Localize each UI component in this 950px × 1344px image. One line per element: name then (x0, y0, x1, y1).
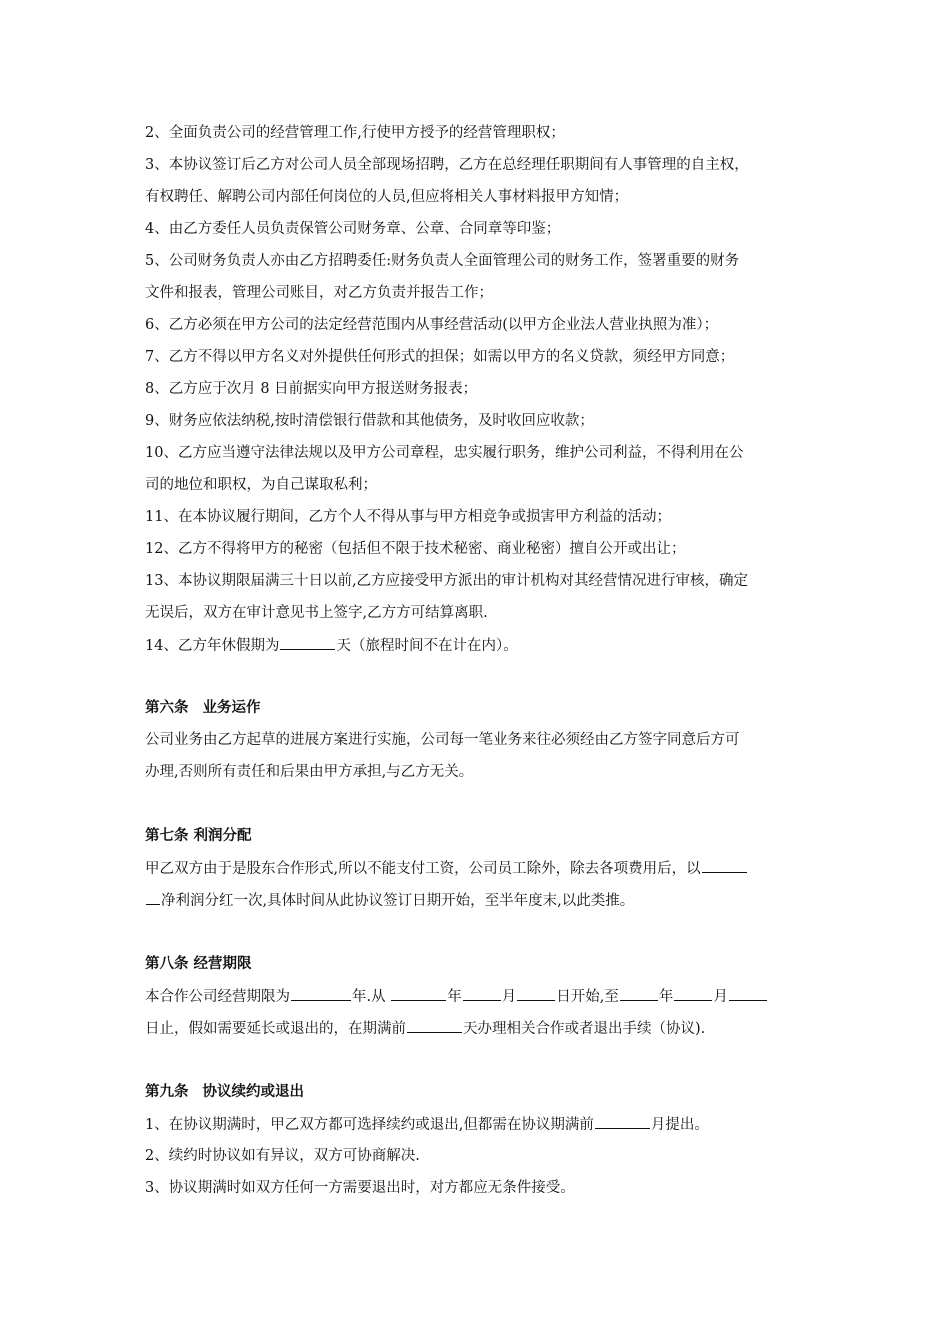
clause-13-line-2: 无误后，双方在审计意见书上签字,乙方方可结算离职. (145, 605, 488, 621)
notice-months-blank[interactable] (595, 1114, 650, 1129)
end-year-blank[interactable] (620, 986, 658, 1001)
term-years-blank[interactable] (291, 986, 351, 1001)
article-8-line-2 (145, 1018, 815, 1039)
article-9-item-1 (145, 1114, 815, 1135)
article-8-text-c: 年 (447, 989, 462, 1005)
article-8-text-i: 天办理相关合作或者退出手续（协议). (463, 1021, 706, 1037)
article-6-line-2: 办理,否则所有责任和后果由甲方承担,与乙方无关。 (145, 764, 474, 780)
article-8-text-e: 日开始,至 (556, 989, 619, 1005)
article-8-line-1 (145, 986, 815, 1007)
start-month-blank[interactable] (463, 986, 501, 1001)
start-year-blank[interactable] (391, 986, 446, 1001)
end-month-blank[interactable] (674, 986, 712, 1001)
clause-7: 7、乙方不得以甲方名义对外提供任何形式的担保；如需以甲方的名义贷款，须经甲方同意； (145, 349, 735, 365)
vacation-days-blank[interactable] (280, 635, 335, 650)
article-6-line-1: 公司业务由乙方起草的进展方案进行实施，公司每一笔业务来往必须经由乙方签字同意后方可 (145, 732, 740, 748)
article-9-text-b: 月提出。 (650, 1117, 709, 1133)
clause-9: 9、财务应依法纳税,按时清偿银行借款和其他债务，及时收回应收款； (145, 413, 594, 429)
article-9-item-2: 2、续约时协议如有异议，双方可协商解决. (145, 1148, 420, 1164)
article-8-text-b: 年.从 (352, 989, 391, 1005)
article-8-text-d: 月 (501, 989, 517, 1005)
article-7-heading: 第七条 利润分配 (145, 827, 252, 844)
article-9-heading (145, 1082, 815, 1102)
clause-14-prefix: 14、乙方年休假期为 (145, 638, 280, 654)
clause-5-line-1: 5、公司财务负责人亦由乙方招聘委任:财务负责人全面管理公司的财务工作，签署重要的财务 (145, 253, 740, 269)
clause-14 (145, 635, 815, 656)
article-9-title: 协议续约或退出 (202, 1083, 304, 1100)
article-8-text-h: 日止，假如需要延长或退出的，在期满前 (145, 1021, 406, 1037)
article-9-number: 第九条 (145, 1083, 189, 1100)
clause-14-suffix: 天（旅程时间不在计在内）。 (336, 638, 518, 654)
clause-11: 11、在本协议履行期间，乙方个人不得从事与甲方相竞争或损害甲方利益的活动； (145, 509, 671, 525)
article-7-line-2 (145, 890, 815, 911)
clause-3-line-1: 3、本协议签订后乙方对公司人员全部现场招聘，乙方在总经理任职期间有人事管理的自主权， (145, 157, 749, 173)
clause-5-line-2: 文件和报表，管理公司账目，对乙方负责并报告工作； (145, 285, 493, 301)
article-7-text-2: 净利润分红一次,具体时间从此协议签订日期开始，至半年度末,以此类推。 (161, 893, 635, 909)
notice-days-blank[interactable] (407, 1018, 462, 1033)
clause-10-line-1: 10、乙方应当遵守法律法规以及甲方公司章程，忠实履行职务，维护公司利益，不得利用在公 (145, 445, 744, 461)
end-day-blank[interactable] (729, 986, 767, 1001)
article-7-text-1: 甲乙双方由于是股东合作形式,所以不能支付工资，公司员工除外，除去各项费用后，以 (145, 861, 701, 877)
clause-3-line-2: 有权聘任、解聘公司内部任何岗位的人员,但应将相关人事材料报甲方知情； (145, 189, 629, 205)
clause-6: 6、乙方必须在甲方公司的法定经营范围内从事经营活动(以甲方企业法人营业执照为准）； (145, 317, 719, 333)
article-7-line-1 (145, 858, 815, 879)
clause-4: 4、由乙方委任人员负责保管公司财务章、公章、合同章等印鉴； (145, 221, 561, 237)
start-day-blank[interactable] (517, 986, 555, 1001)
profit-ratio-blank-cont[interactable] (146, 890, 160, 905)
article-8-text-a: 本合作公司经营期限为 (145, 989, 290, 1005)
clause-13-line-1: 13、本协议期限届满三十日以前,乙方应接受甲方派出的审计机构对其经营情况进行审核，确定 (145, 573, 749, 589)
article-9-text-a: 1、在协议期满时，甲乙双方都可选择续约或退出,但都需在协议期满前 (145, 1117, 594, 1133)
article-6-number: 第六条 (145, 699, 189, 716)
profit-ratio-blank[interactable] (702, 858, 747, 873)
clause-10-line-2: 司的地位和职权，为自己谋取私利； (145, 477, 377, 493)
clause-2: 2、全面负责公司的经营管理工作,行使甲方授予的经营管理职权； (145, 125, 565, 141)
article-6-heading (145, 698, 815, 718)
article-9-item-3: 3、协议期满时如双方任何一方需要退出时，对方都应无条件接受。 (145, 1180, 575, 1196)
article-6-title: 业务运作 (202, 699, 261, 716)
article-8-text-g: 月 (713, 989, 728, 1005)
article-8-text-f: 年 (658, 989, 674, 1005)
clause-12: 12、乙方不得将甲方的秘密（包括但不限于技术秘密、商业秘密）擅自公开或出让； (145, 541, 686, 557)
article-8-heading: 第八条 经营期限 (145, 955, 252, 972)
clause-8: 8、乙方应于次月 8 日前据实向甲方报送财务报表； (145, 381, 478, 397)
